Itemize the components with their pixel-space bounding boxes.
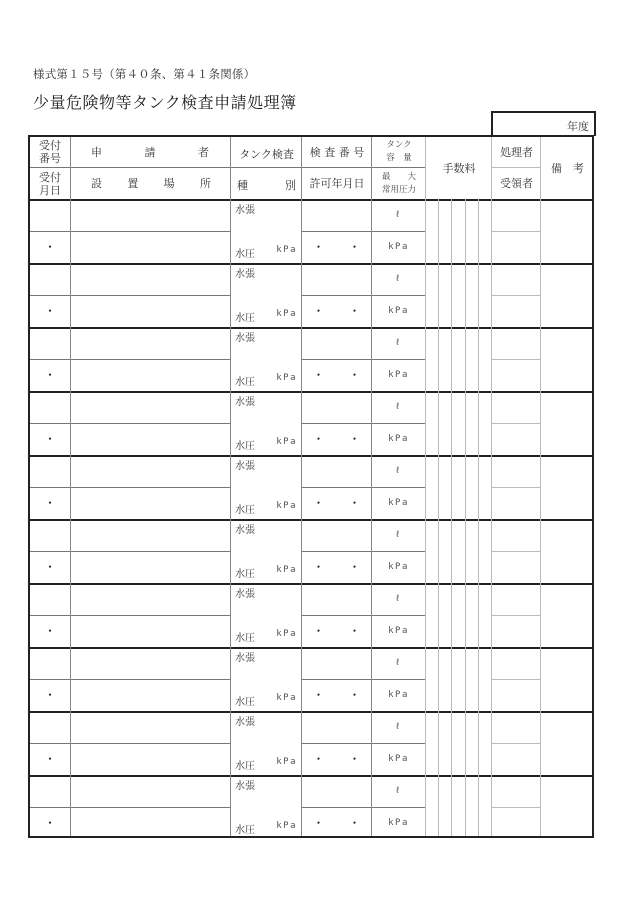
row-divider <box>302 487 425 488</box>
inspection-number-cell[interactable] <box>302 199 371 231</box>
column-line <box>425 137 426 836</box>
receipt-number-cell[interactable] <box>30 519 70 551</box>
header-tank-inspection: タンク検査 <box>239 147 294 161</box>
processor-cell[interactable] <box>492 327 540 359</box>
receipt-number-cell[interactable] <box>30 327 70 359</box>
water-pressure-line <box>235 373 297 388</box>
liter-unit: ℓ <box>395 209 402 220</box>
date-separators: ・ ・ <box>312 495 361 510</box>
date-separators: ・ ・ <box>312 239 361 254</box>
permit-date-cell[interactable] <box>302 295 371 327</box>
water-pressure-line <box>235 757 297 772</box>
date-separators: ・ ・ <box>312 687 361 702</box>
header-divider <box>492 167 541 168</box>
date-separators: ・ ・ <box>312 623 361 638</box>
liter-unit: ℓ <box>395 721 402 732</box>
header-text: 番号 <box>39 152 61 165</box>
processor-cell[interactable] <box>492 711 540 743</box>
receipt-date-cell[interactable] <box>30 295 70 327</box>
column-line <box>230 137 231 836</box>
receipt-date-cell[interactable] <box>30 807 70 839</box>
processor-cell[interactable] <box>492 519 540 551</box>
fee-cell[interactable] <box>426 263 491 327</box>
max-pressure-cell[interactable] <box>372 231 425 263</box>
receipt-number-cell[interactable] <box>30 775 70 807</box>
liter-unit: ℓ <box>395 337 402 348</box>
water-fill-label: 水張 <box>235 781 255 792</box>
permit-date-cell[interactable] <box>302 551 371 583</box>
row-divider <box>30 743 230 744</box>
remarks-cell[interactable] <box>541 327 594 391</box>
install-location-cell[interactable] <box>71 807 230 839</box>
water-pressure-label: 水圧 <box>235 313 255 324</box>
receiver-cell[interactable] <box>492 423 540 455</box>
header-text: 受付 <box>39 139 61 152</box>
applicant-cell[interactable] <box>71 711 230 743</box>
row-divider <box>302 807 425 808</box>
install-location-cell[interactable] <box>71 551 230 583</box>
water-pressure-line <box>235 629 297 644</box>
fee-cell[interactable] <box>426 199 491 263</box>
row-divider <box>492 551 540 552</box>
header-text: 別 <box>285 178 296 192</box>
receipt-date-cell[interactable] <box>30 679 70 711</box>
fee-cell[interactable] <box>426 647 491 711</box>
date-separators: ・ ・ <box>312 815 361 830</box>
water-pressure-label: 水圧 <box>235 633 255 644</box>
permit-date-cell[interactable] <box>302 231 371 263</box>
permit-date-cell[interactable] <box>302 487 371 519</box>
inspection-number-cell[interactable] <box>302 775 371 807</box>
remarks-cell[interactable] <box>541 711 594 775</box>
date-separator: ・ <box>43 431 56 446</box>
liter-unit: ℓ <box>395 657 402 668</box>
row-divider <box>30 231 230 232</box>
applicant-cell[interactable] <box>71 455 230 487</box>
tank-capacity-cell[interactable] <box>372 775 425 807</box>
kpa-unit: kPa <box>388 241 409 252</box>
date-separator: ・ <box>43 751 56 766</box>
header-remarks: 備 考 <box>551 161 584 175</box>
pressure-unit: kPa <box>276 821 297 831</box>
tank-capacity-cell[interactable] <box>372 711 425 743</box>
form-number: 様式第１５号（第４０条、第４１条関係） <box>33 67 256 81</box>
fee-cell[interactable] <box>426 455 491 519</box>
row-divider <box>30 423 230 424</box>
pressure-unit: kPa <box>276 757 297 767</box>
receiver-cell[interactable] <box>492 295 540 327</box>
header-receipt-date <box>30 168 70 199</box>
install-location-cell[interactable] <box>71 487 230 519</box>
date-separators: ・ ・ <box>312 559 361 574</box>
row-divider <box>30 551 230 552</box>
pressure-unit: kPa <box>276 693 297 703</box>
remarks-cell[interactable] <box>541 263 594 327</box>
water-pressure-line <box>235 245 297 260</box>
column-line <box>491 137 492 836</box>
receiver-cell[interactable] <box>492 807 540 839</box>
fee-digit-line <box>451 199 452 836</box>
header-text: 種 <box>237 178 248 192</box>
receipt-number-cell[interactable] <box>30 391 70 423</box>
receipt-date-cell[interactable] <box>30 231 70 263</box>
install-location-cell[interactable] <box>71 359 230 391</box>
tank-capacity-cell[interactable] <box>372 455 425 487</box>
applicant-cell[interactable] <box>71 519 230 551</box>
receiver-cell[interactable] <box>492 231 540 263</box>
receipt-date-cell[interactable] <box>30 423 70 455</box>
applicant-cell[interactable] <box>71 775 230 807</box>
water-pressure-label: 水圧 <box>235 249 255 260</box>
header-text: 受付 <box>39 170 61 184</box>
row-divider <box>492 807 540 808</box>
header-max-pressure <box>372 168 426 199</box>
inspection-number-cell[interactable] <box>302 455 371 487</box>
receipt-date-cell[interactable] <box>30 743 70 775</box>
permit-date-cell[interactable] <box>302 807 371 839</box>
kpa-unit: kPa <box>388 369 409 380</box>
remarks-cell[interactable] <box>541 775 594 839</box>
install-location-cell[interactable] <box>71 423 230 455</box>
fee-cell[interactable] <box>426 711 491 775</box>
header-tank-capacity <box>372 137 426 167</box>
row-divider <box>302 231 425 232</box>
tank-capacity-cell[interactable] <box>372 391 425 423</box>
date-separators: ・ ・ <box>312 431 361 446</box>
header-text: 設 <box>91 177 102 190</box>
header-text: タンク <box>386 140 412 150</box>
max-pressure-cell[interactable] <box>372 807 425 839</box>
header-text: 申 <box>91 145 102 159</box>
water-pressure-label: 水圧 <box>235 697 255 708</box>
kpa-unit: kPa <box>388 817 409 828</box>
kpa-unit: kPa <box>388 689 409 700</box>
inspection-number-cell[interactable] <box>302 519 371 551</box>
header-text: 者 <box>198 145 209 159</box>
date-separator: ・ <box>43 239 56 254</box>
install-location-cell[interactable] <box>71 231 230 263</box>
inspection-number-cell[interactable] <box>302 327 371 359</box>
liter-unit: ℓ <box>395 273 402 284</box>
pressure-unit: kPa <box>276 437 297 447</box>
date-separator: ・ <box>43 303 56 318</box>
header-inspection-number: 検 査 番 号 <box>309 145 365 159</box>
receipt-number-cell[interactable] <box>30 711 70 743</box>
row-divider <box>492 295 540 296</box>
permit-date-cell[interactable] <box>302 423 371 455</box>
pressure-unit: kPa <box>276 309 297 319</box>
receiver-cell[interactable] <box>492 615 540 647</box>
header-processor: 処理者 <box>500 145 533 159</box>
kpa-unit: kPa <box>388 497 409 508</box>
date-separator: ・ <box>43 623 56 638</box>
liter-unit: ℓ <box>395 593 402 604</box>
inspection-number-cell[interactable] <box>302 263 371 295</box>
date-separator: ・ <box>43 815 56 830</box>
row-divider <box>492 487 540 488</box>
header-receipt-number <box>30 137 70 167</box>
row-divider <box>30 679 230 680</box>
receiver-cell[interactable] <box>492 743 540 775</box>
max-pressure-cell[interactable] <box>372 423 425 455</box>
remarks-cell[interactable] <box>541 455 594 519</box>
tank-capacity-cell[interactable] <box>372 327 425 359</box>
permit-date-cell[interactable] <box>302 615 371 647</box>
header-text: 場 <box>163 177 175 190</box>
receiver-cell[interactable] <box>492 679 540 711</box>
header-text: 所 <box>199 177 211 190</box>
applicant-cell[interactable] <box>71 327 230 359</box>
receipt-date-cell[interactable] <box>30 359 70 391</box>
kpa-unit: kPa <box>388 753 409 764</box>
water-fill-label: 水張 <box>235 525 255 536</box>
row-divider <box>302 359 425 360</box>
row-divider <box>492 423 540 424</box>
date-separators: ・ ・ <box>312 303 361 318</box>
max-pressure-cell[interactable] <box>372 295 425 327</box>
page-title: 少量危険物等タンク検査申請処理簿 <box>33 93 297 112</box>
applicant-cell[interactable] <box>71 199 230 231</box>
pressure-unit: kPa <box>276 501 297 511</box>
max-pressure-cell[interactable] <box>372 551 425 583</box>
kpa-unit: kPa <box>388 305 409 316</box>
row-divider <box>30 359 230 360</box>
date-separators: ・ ・ <box>312 751 361 766</box>
header-text: 常用圧力 <box>381 184 416 195</box>
row-divider <box>492 679 540 680</box>
processor-cell[interactable] <box>492 455 540 487</box>
header-text: 最 大 <box>381 171 416 182</box>
fee-cell[interactable] <box>426 775 491 839</box>
inspection-number-cell[interactable] <box>302 583 371 615</box>
receipt-number-cell[interactable] <box>30 583 70 615</box>
applicant-cell[interactable] <box>71 391 230 423</box>
row-divider <box>302 743 425 744</box>
fee-digit-line <box>478 199 479 836</box>
receipt-number-cell[interactable] <box>30 455 70 487</box>
row-divider <box>492 615 540 616</box>
row-divider <box>30 807 230 808</box>
pressure-unit: kPa <box>276 245 297 255</box>
remarks-cell[interactable] <box>541 583 594 647</box>
row-divider <box>492 743 540 744</box>
receipt-date-cell[interactable] <box>30 615 70 647</box>
pressure-unit: kPa <box>276 565 297 575</box>
row-divider <box>302 679 425 680</box>
install-location-cell[interactable] <box>71 295 230 327</box>
year-label: 年度 <box>567 120 589 133</box>
liter-unit: ℓ <box>395 401 402 412</box>
water-pressure-label: 水圧 <box>235 377 255 388</box>
water-pressure-label: 水圧 <box>235 505 255 516</box>
date-separators: ・ ・ <box>312 367 361 382</box>
water-pressure-line <box>235 501 297 516</box>
receiver-cell[interactable] <box>492 487 540 519</box>
header-text: 容 量 <box>386 153 412 163</box>
receiver-cell[interactable] <box>492 551 540 583</box>
water-fill-label: 水張 <box>235 589 255 600</box>
max-pressure-cell[interactable] <box>372 359 425 391</box>
water-pressure-label: 水圧 <box>235 761 255 772</box>
liter-unit: ℓ <box>395 785 402 796</box>
permit-date-cell[interactable] <box>302 743 371 775</box>
date-separator: ・ <box>43 559 56 574</box>
max-pressure-cell[interactable] <box>372 487 425 519</box>
permit-date-cell[interactable] <box>302 679 371 711</box>
receipt-date-cell[interactable] <box>30 551 70 583</box>
header-applicant <box>71 137 231 167</box>
date-separator: ・ <box>43 495 56 510</box>
tank-capacity-cell[interactable] <box>372 199 425 231</box>
processor-cell[interactable] <box>492 263 540 295</box>
column-line <box>301 137 302 836</box>
water-fill-label: 水張 <box>235 333 255 344</box>
liter-unit: ℓ <box>395 529 402 540</box>
header-text: 置 <box>127 177 139 190</box>
date-separator: ・ <box>43 687 56 702</box>
liter-unit: ℓ <box>395 465 402 476</box>
processor-cell[interactable] <box>492 199 540 231</box>
fee-digit-line <box>438 199 439 836</box>
header-fee: 手数料 <box>442 161 476 175</box>
processor-cell[interactable] <box>492 583 540 615</box>
column-line <box>70 137 71 836</box>
kpa-unit: kPa <box>388 433 409 444</box>
install-location-cell[interactable] <box>71 615 230 647</box>
row-divider <box>492 231 540 232</box>
water-fill-label: 水張 <box>235 269 255 280</box>
inspection-number-cell[interactable] <box>302 647 371 679</box>
tank-capacity-cell[interactable] <box>372 263 425 295</box>
water-pressure-label: 水圧 <box>235 569 255 580</box>
processor-cell[interactable] <box>492 391 540 423</box>
row-divider <box>302 295 425 296</box>
row-divider <box>302 615 425 616</box>
fee-cell[interactable] <box>426 391 491 455</box>
column-line <box>540 137 541 836</box>
row-divider <box>302 423 425 424</box>
row-divider <box>30 295 230 296</box>
applicant-cell[interactable] <box>71 583 230 615</box>
tank-capacity-cell[interactable] <box>372 583 425 615</box>
column-line <box>371 137 372 836</box>
install-location-cell[interactable] <box>71 743 230 775</box>
fee-cell[interactable] <box>426 519 491 583</box>
water-fill-label: 水張 <box>235 205 255 216</box>
header-divider <box>302 167 426 168</box>
pressure-unit: kPa <box>276 629 297 639</box>
receiver-cell[interactable] <box>492 359 540 391</box>
water-fill-label: 水張 <box>235 717 255 728</box>
fee-cell[interactable] <box>426 583 491 647</box>
water-pressure-line <box>235 693 297 708</box>
water-pressure-line <box>235 565 297 580</box>
header-text: 請 <box>144 145 156 159</box>
receipt-number-cell[interactable] <box>30 647 70 679</box>
inspection-number-cell[interactable] <box>302 711 371 743</box>
tank-capacity-cell[interactable] <box>372 519 425 551</box>
fee-cell[interactable] <box>426 327 491 391</box>
water-pressure-line <box>235 437 297 452</box>
header-type <box>231 171 302 199</box>
row-divider <box>302 551 425 552</box>
date-separator: ・ <box>43 367 56 382</box>
water-fill-label: 水張 <box>235 653 255 664</box>
row-divider <box>30 615 230 616</box>
tank-capacity-cell[interactable] <box>372 647 425 679</box>
header-text: 月日 <box>39 183 61 197</box>
header-install-location <box>71 168 231 199</box>
applicant-cell[interactable] <box>71 647 230 679</box>
remarks-cell[interactable] <box>541 199 594 263</box>
receipt-number-cell[interactable] <box>30 199 70 231</box>
remarks-cell[interactable] <box>541 519 594 583</box>
application-register-table <box>28 135 594 838</box>
water-fill-label: 水張 <box>235 461 255 472</box>
processor-cell[interactable] <box>492 775 540 807</box>
receipt-date-cell[interactable] <box>30 487 70 519</box>
kpa-unit: kPa <box>388 561 409 572</box>
year-field[interactable] <box>491 111 596 136</box>
water-fill-label: 水張 <box>235 397 255 408</box>
pressure-unit: kPa <box>276 373 297 383</box>
applicant-cell[interactable] <box>71 263 230 295</box>
water-pressure-label: 水圧 <box>235 441 255 452</box>
remarks-cell[interactable] <box>541 391 594 455</box>
inspection-number-cell[interactable] <box>302 391 371 423</box>
permit-date-cell[interactable] <box>302 359 371 391</box>
max-pressure-cell[interactable] <box>372 615 425 647</box>
processor-cell[interactable] <box>492 647 540 679</box>
remarks-cell[interactable] <box>541 647 594 711</box>
water-pressure-line <box>235 821 297 836</box>
water-pressure-line <box>235 309 297 324</box>
max-pressure-cell[interactable] <box>372 679 425 711</box>
install-location-cell[interactable] <box>71 679 230 711</box>
max-pressure-cell[interactable] <box>372 743 425 775</box>
row-divider <box>30 487 230 488</box>
fee-digit-line <box>465 199 466 836</box>
header-receiver: 受領者 <box>500 177 533 190</box>
kpa-unit: kPa <box>388 625 409 636</box>
row-divider <box>492 359 540 360</box>
water-pressure-label: 水圧 <box>235 825 255 836</box>
header-permit-date: 許可年月日 <box>309 177 365 190</box>
receipt-number-cell[interactable] <box>30 263 70 295</box>
